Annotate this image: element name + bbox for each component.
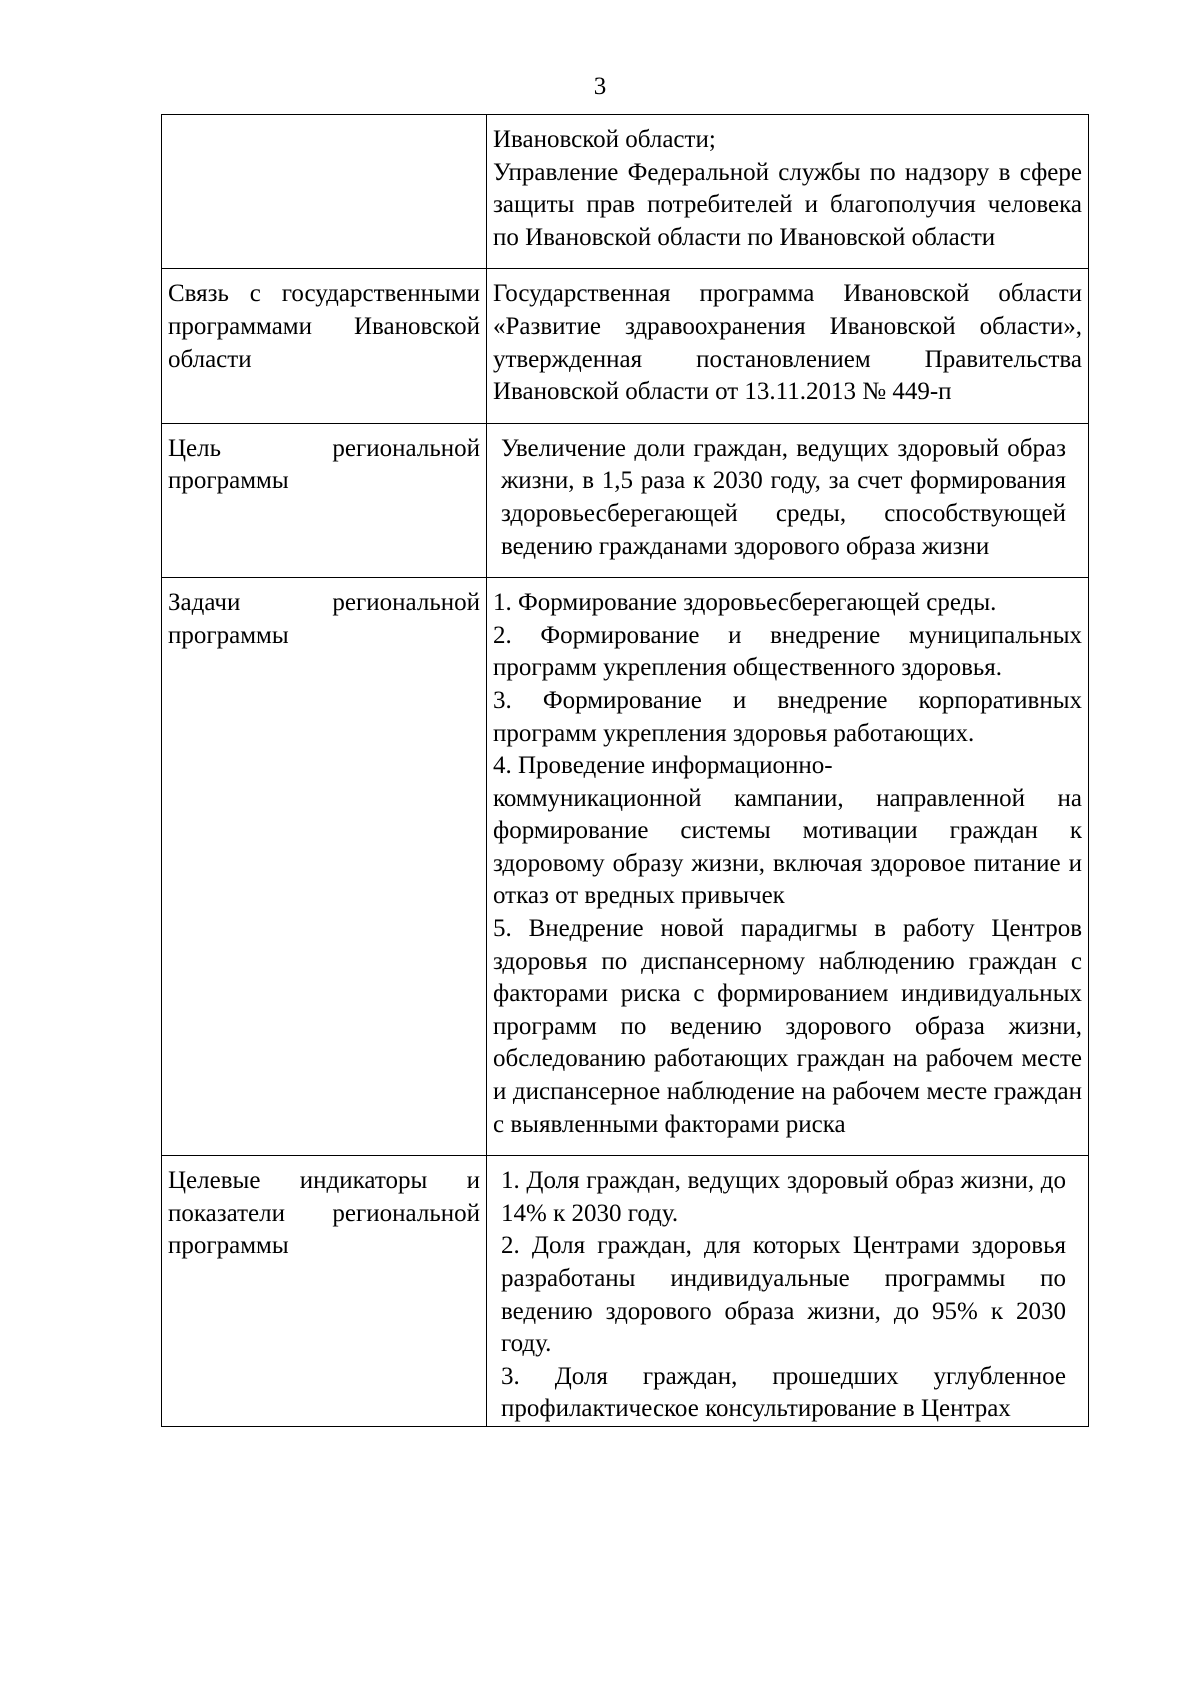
row-label-cell xyxy=(162,578,487,1156)
row-label-cell xyxy=(162,115,487,269)
program-passport-table xyxy=(161,114,1089,1427)
task-item: 1. Формирование здоровьесберегающей среды. xyxy=(493,589,997,617)
row-label: Цель региональной программы xyxy=(168,434,480,495)
table-row xyxy=(162,1156,1089,1427)
table-row xyxy=(162,423,1089,577)
row-label: Целевые индикаторы и показатели региональной программы xyxy=(168,1167,480,1260)
row-label: Задачи региональной программы xyxy=(168,589,480,649)
table-row xyxy=(162,578,1089,1156)
row-value-cell xyxy=(487,115,1089,269)
indicator-item: 3. Доля граждан, прошедших углубленное профилактическое консультирование в Центрах xyxy=(501,1362,1066,1423)
row-label-cell xyxy=(162,1156,487,1427)
task-item: 3. Формирование и внедрение корпоративных программ укрепления здоровья работающих. xyxy=(493,686,1082,747)
table-row xyxy=(162,115,1089,269)
row-label-cell xyxy=(162,269,487,423)
value-paragraph: Ивановской области; xyxy=(493,126,716,153)
task-item-continuation: коммуникационной кампании, направленной на формирование системы мотивации граждан к здоровому образу жизни, включая здоровое питание и отказ от вредных привычек xyxy=(493,784,1082,910)
row-label-cell xyxy=(162,423,487,577)
page-number: 3 xyxy=(593,73,607,100)
value-paragraph: Управление Федеральной службы по надзору в сфере защиты прав потребителей и благополучия человека по Ивановской области по Ивановской области xyxy=(493,158,1082,251)
row-value-cell xyxy=(487,578,1089,1156)
value-paragraph: Государственная программа Ивановской области «Развитие здравоохранения Ивановской области», утвержденная постановлением Правительства Ивановской области от 13.11.2013 № 449-п xyxy=(493,280,1082,406)
indicator-item: 1. Доля граждан, ведущих здоровый образ жизни, до 14% к 2030 году. xyxy=(501,1167,1066,1227)
value-paragraph: Увеличение доли граждан, ведущих здоровый образ жизни, в 1,5 раза к 2030 году, за счет формирования здоровьесберегающей среды, способствующей ведению гражданами здорового образа жизни xyxy=(501,434,1066,560)
task-item: 5. Внедрение новой парадигмы в работу Центров здоровья по диспансерному наблюдению граждан с факторами риска с формированием индивидуальных программ по ведению здорового образа жизни, обследованию работающих граждан на рабочем месте и диспансерное наблюдение на рабочем месте граждан с выявленными факторами риска xyxy=(493,915,1082,1138)
row-value-cell xyxy=(487,1156,1089,1427)
row-label: Связь с государственными программами Ивановской области xyxy=(168,280,480,373)
task-item: 2. Формирование и внедрение муниципальных программ укрепления общественного здоровья. xyxy=(493,621,1082,682)
task-item: 4. Проведение информационно- xyxy=(493,752,833,780)
row-value-cell xyxy=(487,269,1089,423)
row-value-cell xyxy=(487,423,1089,577)
table-row xyxy=(162,269,1089,423)
indicator-item: 2. Доля граждан, для которых Центрами здоровья разработаны индивидуальные программы по ведению здорового образа жизни, до 95% к 2030 году. xyxy=(501,1232,1066,1358)
